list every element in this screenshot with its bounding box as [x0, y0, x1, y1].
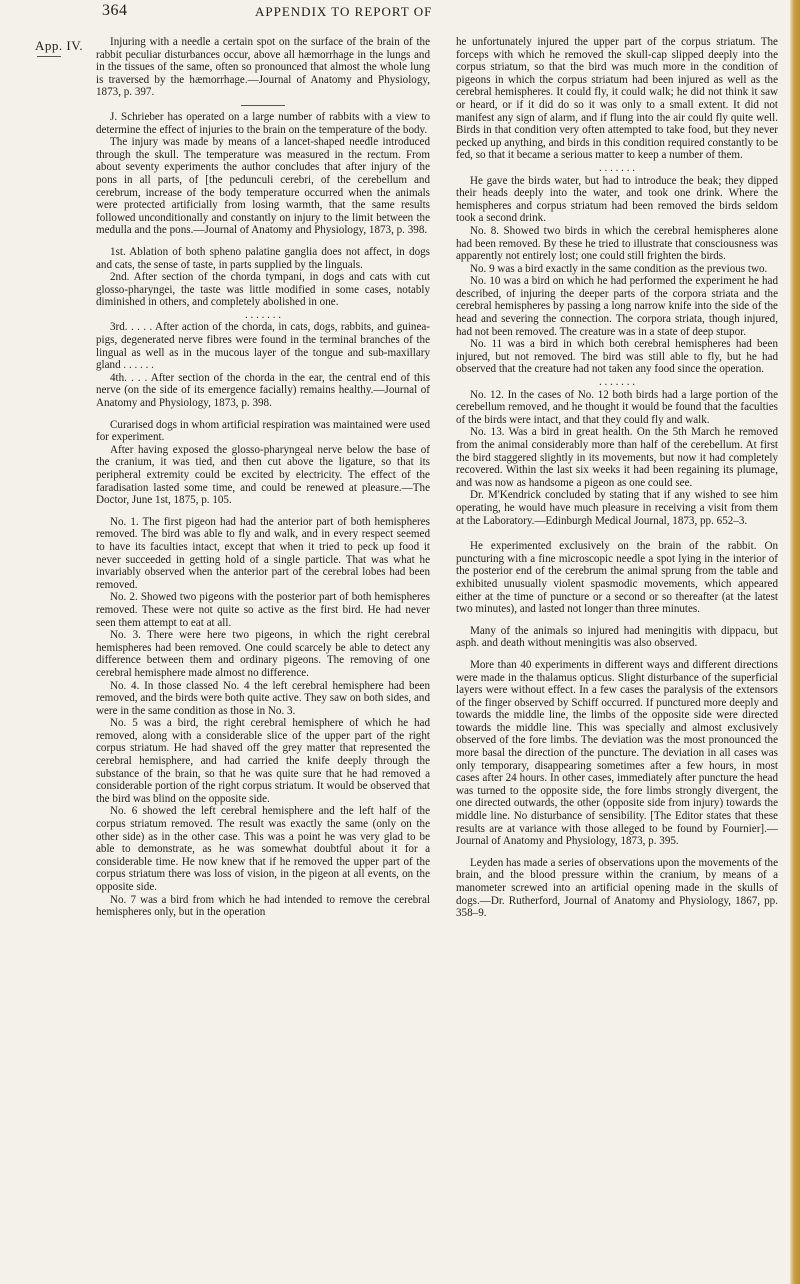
ellipsis-row: . . . . . . . — [598, 161, 636, 174]
paragraph-leyden: Leyden has made a series of observations upon the movements of the brain, and the blood pressure within the cranium, by means of a manometer screwed into an artificial opening made in the skulls of dogs.—Dr. Rutherford, Journal of Anatomy and Physiology, 1867, pp. 358–9. — [456, 856, 778, 920]
appendix-margin-label: App. IV. — [35, 38, 84, 53]
paragraph-third: 3rd. . . . . After action of the chorda, in cats, dogs, rabbits, and guinea-pigs, degenerated nerve fibres were found in the terminal branches of the lingual as well as in the mucous layer of the tongue and sub-maxillary gland . . . . . . — [96, 321, 430, 372]
paragraph-pigeon-2: No. 2. Showed two pigeons with the posterior part of both hemispheres removed. These were not quite so active as the first bird. He had never seen them attempt to eat at all. — [96, 591, 430, 629]
paragraph-injury-method: The injury was made by means of a lancet-shaped needle introduced through the skull. The temperature was measured in the rectum. From about seventy experiments the author concludes that after injury of the pons in all parts, of [the pedunculi cerebri, of the cerebellum and cerebrum, increase of the body temperature occurred when the animals were protected artificially from losing warmth, that the same results followed unconditionally and constantly on injury to the limit between the medulla and the pons.—Journal of Anatomy and Physiology, 1873, p. 398. — [96, 136, 430, 237]
paragraph-pigeon-8: No. 8. Showed two birds in which the cerebral hemispheres alone had been removed. By these he tried to illustrate that consciousness was apparently not entirely lost; one could still frighten the birds. — [456, 224, 778, 263]
paragraph-fourth: 4th. . . . After section of the chorda in the ear, the central end of this nerve (on the side of its emergence facially) remains healthy.—Journal of Anatomy and Physiology, 1873, p. 398. — [96, 371, 430, 410]
paragraph-pigeon-11: No. 11 was a bird in which both cerebral hemispheres had been injured, but not removed. The bird was still able to fly, but he had observed that the creature had not taken any food since the operation. — [456, 338, 778, 376]
page-edge — [790, 0, 800, 1284]
running-title: APPENDIX TO REPORT OF — [255, 4, 433, 19]
separator-rule — [241, 105, 285, 106]
left-column — [96, 36, 430, 919]
right-column — [456, 36, 778, 920]
paragraph-meningitis: Many of the animals so injured had meningitis with dippacu, but asph. and death without meningitis was also observed. — [456, 624, 778, 650]
paragraph-pigeon-12: No. 12. In the cases of No. 12 both birds had a large portion of the cerebellum removed, and he thought it would be found that the faculties of the birds were intact, and that they could fly and walk. — [456, 388, 778, 426]
paragraph-water: He gave the birds water, but had to introduce the beak; they dipped their heads deeply into the water, and took one drink. Where the hemispheres and corpus striatum had been removed the birds seldom took a second drink. — [456, 174, 778, 225]
ellipsis-row: . . . . . . . — [244, 308, 282, 321]
paragraph-second: 2nd. After section of the chorda tympani, in dogs and cats with cut glosso-pharyngei, the taste was little modified in some cases, notably diminished in others, and completely abolished in one. — [96, 271, 430, 309]
page-header — [0, 2, 790, 24]
paragraph-curarised-dogs: Curarised dogs in whom artificial respiration was maintained were used for experiment. — [96, 418, 430, 444]
paragraph-mkendrick: Dr. M'Kendrick concluded by stating that if any wished to see him operating, he would have much pleasure in receiving a visit from them at the Laboratory.—Edinburgh Medical Journal, 1873, pp. 652–3. — [456, 489, 778, 527]
paragraph-lung-haemorrhage: Injuring with a needle a certain spot on the surface of the brain of the rabbit peculiar disturbances occur, above all hæmorrhage in the lungs and in the tissues of the same, often so pronounced that almost the whole lung is traversed by the hæmorrhage.—Journal of Anatomy and Physiology, 1873, p. 397. — [96, 36, 430, 99]
paragraph-schrieber: J. Schrieber has operated on a large number of rabbits with a view to determine the effect of injuries to the brain on the temperature of the body. — [96, 110, 430, 136]
paragraph-pigeon-6: No. 6 showed the left cerebral hemisphere and the left half of the corpus striatum removed. The result was exactly the same (only on the other side) as in the other case. This was a point he was very glad to be able to demonstrate, as he was somewhat doubtful about it for a considerable time. He now knew that if he removed the upper part of the corpus striatum there was loss of vision, in the pigeon at all events, on the opposite side. — [96, 805, 430, 893]
paragraph-pigeon-9: No. 9 was a bird exactly in the same condition as the previous two. — [470, 262, 768, 275]
paragraph-pigeon-3: No. 3. There were here two pigeons, in which the right cerebral hemispheres had been removed. One could scarcely be able to detect any difference between them and ordinary pigeons. The removing of one cerebral hemisphere made almost no difference. — [96, 629, 430, 679]
paragraph-pigeon-1: No. 1. The first pigeon had had the anterior part of both hemispheres removed. The bird was able to fly and walk, and in every respect seemed to have its faculties intact, except that when it tried to peck up food it never succeeded in getting hold of a single particle. That was what he invariably observed when the anterior part of the cerebral lobes had been removed. — [96, 515, 430, 591]
ellipsis-row: . . . . . . . — [598, 376, 636, 389]
paragraph-pigeon-13: No. 13. Was a bird in great health. On the 5th March he removed from the animal considerably more than half of the cerebellum. At first the bird staggered slightly in its movements, but now it had completely recovered. Within the last six weeks it had been regaining its plumage, and was now as handsome a pigeon as one could see. — [456, 426, 778, 489]
margin-rule — [37, 56, 61, 57]
paragraph-pigeon-5: No. 5 was a bird, the right cerebral hemisphere of which he had removed, along with a considerable slice of the upper part of the right corpus striatum. He had shaved off the grey matter that represented the cerebral hemisphere, and had carried the knife deeply through the substance of the brain, so that he was quite sure that he had removed a considerable portion of the right corpus striatum. It would be observed that the bird was blind on the opposite side. — [96, 717, 430, 805]
paragraph-pigeon-7: No. 7 was a bird from which he had intended to remove the cerebral hemispheres only, but in the operation — [96, 893, 430, 919]
paragraph-first: 1st. Ablation of both spheno palatine ganglia does not affect, in dogs and cats, the sense of taste, in parts supplied by the linguals. — [96, 245, 430, 271]
paragraph-pigeon-4: No. 4. In those classed No. 4 the left cerebral hemisphere had been removed, and the birds were both quite active. They saw on both sides, and were in the same condition as those in No. 3. — [96, 679, 430, 717]
paragraph-thalamus: More than 40 experiments in different ways and different directions were made in the thalamus opticus. Slight disturbance of the superficial layers were without effect. In a few cases the paralysis of the extensors of the finger observed by Schiff occurred. If punctured more deeply and towards the middle line, the limbs of the opposite side were directed towards the middle line. This was specially and almost exclusively observed of the fore limbs. The deviation was the most pronounced the more basal the direction of the puncture. The deviation in all cases was only temporary, disappearing sometimes after a few hours, in most cases after 24 hours. In other cases, immediately after puncture the head was turned to the opposite side, the fore limbs strongly divergent, the one directed outwards, the other (opposite side from injury) towards the middle line. No disturbance of sensibility. [The Editor states that these results are at variance with those alleged to be found by Fournier].—Journal of Anatomy and Physiology, 1873, p. 395. — [456, 658, 778, 848]
paragraph-glosso-pharyngeal: After having exposed the glosso-pharyngeal nerve below the base of the cranium, it was tied, and then cut above the ligature, so that its peripheral extremity could be excited by electricity. The effect of the faradisation lasted some time, and could be renewed at pleasure.—The Doctor, June 1st, 1875, p. 105. — [96, 443, 430, 507]
page-number: 364 — [102, 2, 128, 19]
paragraph-continuation: he unfortunately injured the upper part of the corpus striatum. The forceps with which he removed the skull-cap slipped deeply into the corpus striatum, so that the bird was much more in the condition of pigeons in which the corpus striatum had been injured as well as the cerebral hemispheres. It could fly, it could walk; he did not think it saw or heard, or if it did do so it was only to a small extent. It did not manifest any sign of alarm, and if flung into the air could fly quite well. Birds in that condition very often attempted to take food, but they never pecked up anything, and birds in this condition required constantly to be fed, so that it became a serious matter to keep a number of them. — [456, 36, 778, 162]
paragraph-rabbit-puncture: He experimented exclusively on the brain of the rabbit. On puncturing with a fine microscopic needle a spot lying in the interior of the posterior end of the cerebrum the animal sprung from the table and exhibited unusually violent spasmodic movements, which appeared either at the time of puncture or a second or so thereafter (at the latest two minutes), and lasted not longer than three minutes. — [456, 540, 778, 616]
paragraph-pigeon-10: No. 10 was a bird on which he had performed the experiment he had described, of injuring the deeper parts of the corpora striata and the cerebral hemispheres by passing a long narrow knife into the side of the head and severing the connection. The corpora striata, though injured, had not been removed. The creature was in a state of deep stupor. — [456, 275, 778, 338]
